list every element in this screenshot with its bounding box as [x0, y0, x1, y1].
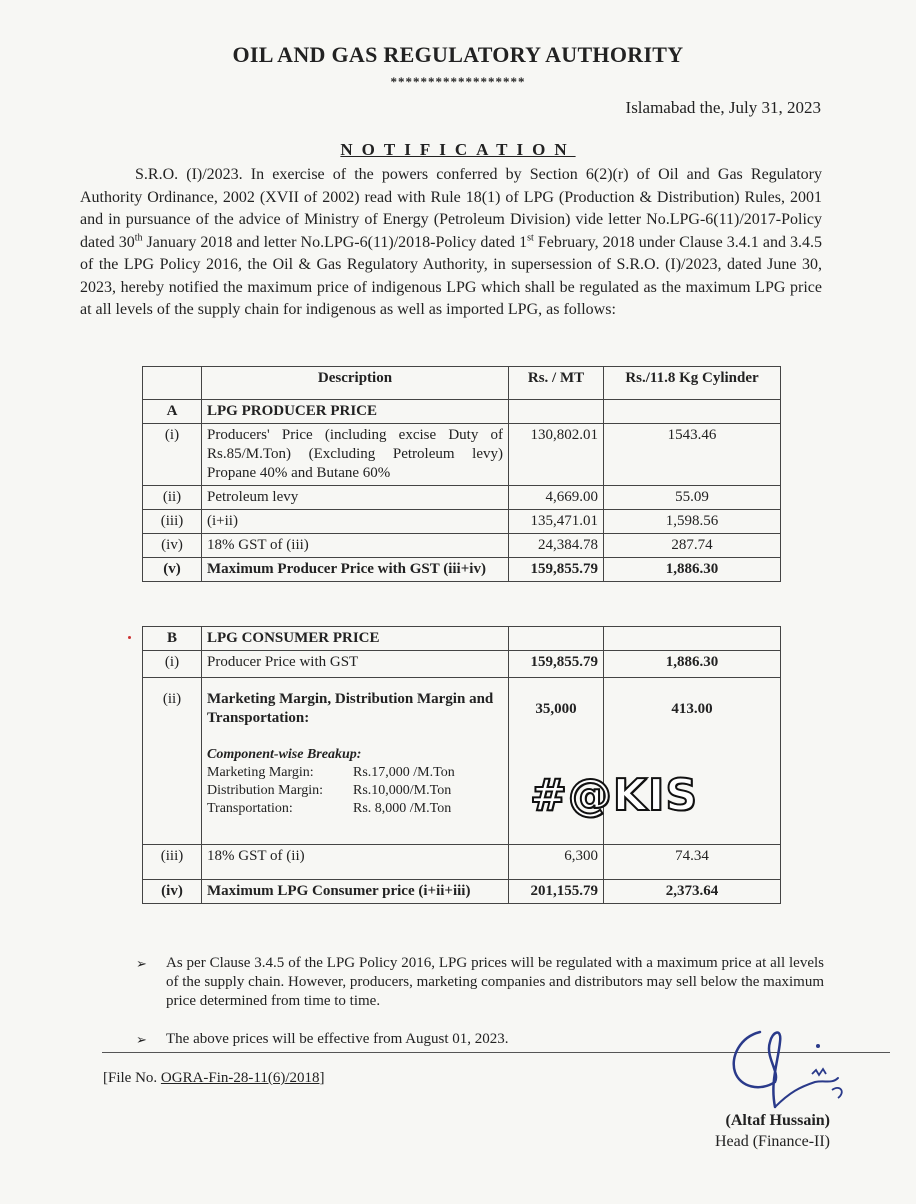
- row-value-mt: 201,155.79: [509, 880, 604, 904]
- row-description: Maximum Producer Price with GST (iii+iv): [202, 558, 509, 582]
- section-title: LPG CONSUMER PRICE: [202, 627, 509, 651]
- row-number: (iv): [143, 880, 202, 904]
- row-description-cell: [202, 678, 509, 845]
- row-value-mt: 35,000: [509, 678, 604, 845]
- intro-paragraph: [80, 164, 822, 322]
- breakup-label: Marketing Margin:: [207, 765, 314, 780]
- table-row: [143, 845, 781, 880]
- place-date: Islamabad the, July 31, 2023: [625, 98, 821, 117]
- row-value-cylinder: 1,886.30: [604, 651, 781, 678]
- row-description: Marketing Margin, Distribution Margin and Transportation:: [207, 691, 494, 726]
- file-suffix: ]: [319, 1070, 325, 1086]
- note-item: [136, 954, 824, 1011]
- section-letter: A: [143, 400, 202, 424]
- row-value-mt: 135,471.01: [509, 510, 604, 534]
- intro-sup-1: th: [134, 232, 143, 244]
- signatory-name: (Altaf Hussain): [725, 1112, 830, 1129]
- row-value-cylinder: 413.00: [604, 678, 781, 845]
- arrow-bullet-icon: ➢: [136, 1032, 147, 1047]
- arrow-bullet-icon: ➢: [136, 956, 147, 971]
- breakup-value: Rs.17,000 /M.Ton: [353, 765, 455, 780]
- signature-icon: [720, 1012, 860, 1122]
- table-row: [143, 534, 781, 558]
- row-description: Maximum LPG Consumer price (i+ii+iii): [202, 880, 509, 904]
- row-number: (i): [143, 651, 202, 678]
- intro-sup-2: st: [527, 232, 534, 244]
- row-value-cylinder: 1,598.56: [604, 510, 781, 534]
- row-value-mt: 24,384.78: [509, 534, 604, 558]
- header-rs-cylinder: Rs./11.8 Kg Cylinder: [604, 367, 781, 400]
- row-value-cylinder: 74.34: [604, 845, 781, 880]
- note-text: As per Clause 3.4.5 of the LPG Policy 2016, LPG prices will be regulated with a maximum price at all levels of the supply chain. However, producers, marketing companies and distributors may sell below the maximum price determined from time to time.: [166, 955, 824, 1009]
- header-description: Description: [202, 367, 509, 400]
- row-value-mt: 159,855.79: [509, 558, 604, 582]
- table-row: [143, 486, 781, 510]
- table-row: [143, 510, 781, 534]
- file-number: [103, 1070, 325, 1087]
- breakup-row: [207, 764, 503, 782]
- table-row: [143, 424, 781, 486]
- breakup-title: Component-wise Breakup:: [207, 747, 362, 762]
- red-dot-mark: [128, 636, 131, 639]
- table-row: [143, 558, 781, 582]
- row-description: Producers' Price (including excise Duty of Rs.85/M.Ton) (Excluding Petroleum levy) Propane 40% and Butane 60%: [202, 424, 509, 486]
- signatory-designation: Head (Finance-II): [714, 1133, 830, 1150]
- row-value-cylinder: 1543.46: [604, 424, 781, 486]
- intro-text-3: February, 2018 under Clause 3.4.1 and 3.4.5 of the LPG Policy 2016, the Oil & Gas Regulatory Authority, in supersession of S.R.O. (I)/2023, dated June 30, 2023, hereby notified the maximum price of indigenous LPG which shall be regulated as the maximum LPG price at all levels of the supply chain for indigenous as well as imported LPG, as follows:: [80, 233, 823, 318]
- row-value-cylinder: 55.09: [604, 486, 781, 510]
- row-description: 18% GST of (iii): [202, 534, 509, 558]
- breakup-value: Rs.10,000/M.Ton: [353, 783, 452, 798]
- row-value-cylinder: 1,886.30: [604, 558, 781, 582]
- row-value-mt: 4,669.00: [509, 486, 604, 510]
- section-letter: B: [143, 627, 202, 651]
- note-text: The above prices will be effective from August 01, 2023.: [166, 1031, 509, 1047]
- row-number: (iv): [143, 534, 202, 558]
- stars-divider: ******************: [390, 74, 526, 89]
- row-number: (iii): [143, 510, 202, 534]
- intro-text-2: January 2018 and letter No.LPG-6(11)/2018-Policy dated 1: [142, 233, 528, 251]
- breakup-row: [207, 800, 503, 818]
- consumer-price-table: [142, 626, 781, 904]
- watermark-text: #@KIS: [530, 770, 699, 821]
- row-value-mt: 130,802.01: [509, 424, 604, 486]
- row-number: (ii): [143, 678, 202, 845]
- header-rs-mt: Rs. / MT: [509, 367, 604, 400]
- row-description: (i+ii): [202, 510, 509, 534]
- row-value-mt: 6,300: [509, 845, 604, 880]
- row-number: (iii): [143, 845, 202, 880]
- section-title: LPG PRODUCER PRICE: [202, 400, 509, 424]
- row-number: (ii): [143, 486, 202, 510]
- row-value-cylinder: 287.74: [604, 534, 781, 558]
- breakup-value: Rs. 8,000 /M.Ton: [353, 801, 452, 816]
- header-blank: [143, 367, 202, 400]
- file-number-value: OGRA-Fin-28-11(6)/2018: [160, 1070, 320, 1086]
- breakup-row: [207, 782, 503, 800]
- file-prefix: [File No.: [103, 1070, 161, 1086]
- row-number: (i): [143, 424, 202, 486]
- row-number: (v): [143, 558, 202, 582]
- row-value-mt: 159,855.79: [509, 651, 604, 678]
- row-description: Petroleum levy: [202, 486, 509, 510]
- notification-heading: NOTIFICATION: [340, 140, 576, 159]
- table-row: [143, 651, 781, 678]
- intro-text-1: S.R.O. (I)/2023. In exercise of the powers conferred by Section 6(2)(r) of Oil and Gas Regulatory Authority Ordinance, 2002 (XVII of 2002) read with Rule 18(1) of LPG (Production & Distribution) Rules, 2001 and in pursuance of the advice of Ministry of Energy (Petroleum Division) vide letter No.LPG-6(11)/2017-Policy dated 30: [80, 166, 822, 251]
- org-title: OIL AND GAS REGULATORY AUTHORITY: [232, 42, 684, 67]
- breakup-label: Transportation:: [207, 801, 293, 816]
- breakup-label: Distribution Margin:: [207, 783, 324, 798]
- row-description: Producer Price with GST: [202, 651, 509, 678]
- producer-price-table: [142, 366, 781, 582]
- row-value-cylinder: 2,373.64: [604, 880, 781, 904]
- table-row: [143, 880, 781, 904]
- row-description: 18% GST of (ii): [202, 845, 509, 880]
